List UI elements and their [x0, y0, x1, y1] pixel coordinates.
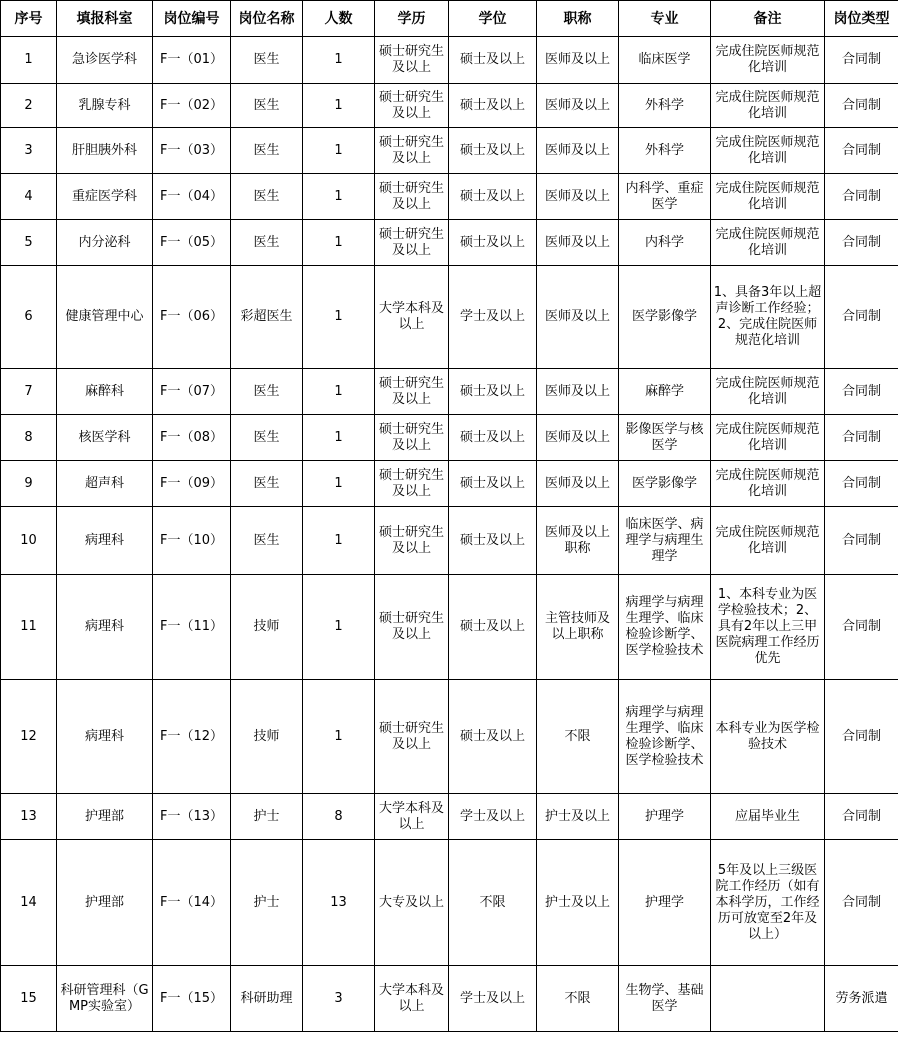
column-header-degree: 学位 [449, 1, 537, 37]
cell-remarks: 完成住院医师规范化培训 [711, 84, 825, 128]
cell-post-code: F一（05） [153, 220, 231, 266]
column-header-major: 专业 [619, 1, 711, 37]
cell-post-name: 技师 [231, 575, 303, 680]
table-body [1, 37, 898, 1032]
cell-headcount: 1 [303, 84, 375, 128]
cell-title: 医师及以上职称 [537, 507, 619, 575]
cell-seq: 10 [1, 507, 57, 575]
cell-degree: 硕士及以上 [449, 507, 537, 575]
cell-post-type: 劳务派遣 [825, 966, 898, 1032]
cell-title: 医师及以上 [537, 415, 619, 461]
table-row [1, 680, 898, 794]
cell-degree: 不限 [449, 840, 537, 966]
cell-post-type: 合同制 [825, 37, 898, 84]
cell-remarks: 5年及以上三级医院工作经历（如有本科学历，工作经历可放宽至2年及以上） [711, 840, 825, 966]
cell-degree: 硕士及以上 [449, 680, 537, 794]
cell-education: 硕士研究生及以上 [375, 680, 449, 794]
cell-seq: 8 [1, 415, 57, 461]
cell-post-name: 医生 [231, 369, 303, 415]
table-row [1, 575, 898, 680]
cell-major: 医学影像学 [619, 266, 711, 369]
cell-remarks: 完成住院医师规范化培训 [711, 220, 825, 266]
cell-education: 硕士研究生及以上 [375, 174, 449, 220]
cell-department: 内分泌科 [57, 220, 153, 266]
cell-post-name: 科研助理 [231, 966, 303, 1032]
column-header-title: 职称 [537, 1, 619, 37]
cell-major: 影像医学与核医学 [619, 415, 711, 461]
cell-department: 超声科 [57, 461, 153, 507]
cell-seq: 1 [1, 37, 57, 84]
cell-headcount: 1 [303, 680, 375, 794]
cell-post-code: F一（02） [153, 84, 231, 128]
cell-seq: 7 [1, 369, 57, 415]
cell-post-name: 彩超医生 [231, 266, 303, 369]
cell-education: 硕士研究生及以上 [375, 128, 449, 174]
cell-title: 不限 [537, 680, 619, 794]
cell-headcount: 1 [303, 220, 375, 266]
cell-remarks: 完成住院医师规范化培训 [711, 37, 825, 84]
cell-degree: 硕士及以上 [449, 37, 537, 84]
cell-post-code: F一（01） [153, 37, 231, 84]
cell-post-name: 医生 [231, 128, 303, 174]
cell-post-name: 医生 [231, 37, 303, 84]
cell-post-code: F一（07） [153, 369, 231, 415]
cell-department: 病理科 [57, 507, 153, 575]
cell-education: 硕士研究生及以上 [375, 461, 449, 507]
cell-education: 硕士研究生及以上 [375, 37, 449, 84]
table-row [1, 266, 898, 369]
cell-post-type: 合同制 [825, 840, 898, 966]
cell-post-type: 合同制 [825, 680, 898, 794]
cell-education: 硕士研究生及以上 [375, 84, 449, 128]
cell-degree: 硕士及以上 [449, 128, 537, 174]
cell-post-type: 合同制 [825, 507, 898, 575]
cell-major: 护理学 [619, 840, 711, 966]
table-row [1, 461, 898, 507]
cell-headcount: 1 [303, 369, 375, 415]
column-header-post-type: 岗位类型 [825, 1, 898, 37]
cell-remarks: 完成住院医师规范化培训 [711, 174, 825, 220]
cell-post-type: 合同制 [825, 220, 898, 266]
cell-department: 重症医学科 [57, 174, 153, 220]
cell-education: 硕士研究生及以上 [375, 415, 449, 461]
cell-remarks [711, 966, 825, 1032]
cell-remarks: 完成住院医师规范化培训 [711, 369, 825, 415]
cell-major: 外科学 [619, 84, 711, 128]
cell-post-type: 合同制 [825, 575, 898, 680]
cell-education: 大学本科及以上 [375, 794, 449, 840]
cell-department: 肝胆胰外科 [57, 128, 153, 174]
table-row [1, 174, 898, 220]
cell-title: 医师及以上 [537, 266, 619, 369]
cell-education: 硕士研究生及以上 [375, 369, 449, 415]
cell-title: 医师及以上 [537, 220, 619, 266]
cell-education: 大学本科及以上 [375, 966, 449, 1032]
cell-post-type: 合同制 [825, 128, 898, 174]
cell-degree: 学士及以上 [449, 266, 537, 369]
cell-headcount: 1 [303, 575, 375, 680]
cell-degree: 硕士及以上 [449, 174, 537, 220]
cell-headcount: 1 [303, 174, 375, 220]
table-row [1, 794, 898, 840]
cell-education: 硕士研究生及以上 [375, 575, 449, 680]
cell-department: 健康管理中心 [57, 266, 153, 369]
cell-major: 临床医学 [619, 37, 711, 84]
cell-degree: 学士及以上 [449, 794, 537, 840]
cell-major: 病理学与病理生理学、临床检验诊断学、医学检验技术 [619, 680, 711, 794]
cell-degree: 学士及以上 [449, 966, 537, 1032]
cell-degree: 硕士及以上 [449, 461, 537, 507]
cell-post-type: 合同制 [825, 794, 898, 840]
cell-post-code: F一（12） [153, 680, 231, 794]
cell-remarks: 完成住院医师规范化培训 [711, 415, 825, 461]
cell-department: 麻醉科 [57, 369, 153, 415]
cell-remarks: 本科专业为医学检验技术 [711, 680, 825, 794]
cell-title: 医师及以上 [537, 369, 619, 415]
table-row [1, 507, 898, 575]
table-row [1, 369, 898, 415]
cell-department: 核医学科 [57, 415, 153, 461]
cell-post-name: 医生 [231, 220, 303, 266]
cell-seq: 5 [1, 220, 57, 266]
cell-seq: 14 [1, 840, 57, 966]
cell-headcount: 1 [303, 128, 375, 174]
cell-department: 急诊医学科 [57, 37, 153, 84]
cell-department: 科研管理科（GMP实验室） [57, 966, 153, 1032]
cell-post-code: F一（10） [153, 507, 231, 575]
cell-seq: 11 [1, 575, 57, 680]
cell-title: 医师及以上 [537, 37, 619, 84]
cell-headcount: 1 [303, 37, 375, 84]
cell-post-type: 合同制 [825, 266, 898, 369]
cell-title: 医师及以上 [537, 461, 619, 507]
cell-post-name: 医生 [231, 415, 303, 461]
column-header-seq: 序号 [1, 1, 57, 37]
cell-headcount: 8 [303, 794, 375, 840]
cell-post-type: 合同制 [825, 369, 898, 415]
cell-major: 生物学、基础医学 [619, 966, 711, 1032]
cell-degree: 硕士及以上 [449, 369, 537, 415]
cell-major: 临床医学、病理学与病理生理学 [619, 507, 711, 575]
table-row [1, 37, 898, 84]
cell-department: 乳腺专科 [57, 84, 153, 128]
table-row [1, 220, 898, 266]
cell-seq: 13 [1, 794, 57, 840]
column-header-post-name: 岗位名称 [231, 1, 303, 37]
cell-post-type: 合同制 [825, 84, 898, 128]
cell-degree: 硕士及以上 [449, 575, 537, 680]
cell-post-code: F一（04） [153, 174, 231, 220]
cell-seq: 2 [1, 84, 57, 128]
cell-department: 护理部 [57, 794, 153, 840]
cell-post-name: 护士 [231, 794, 303, 840]
cell-title: 医师及以上 [537, 128, 619, 174]
cell-post-code: F一（11） [153, 575, 231, 680]
cell-department: 护理部 [57, 840, 153, 966]
cell-remarks: 应届毕业生 [711, 794, 825, 840]
cell-post-code: F一（13） [153, 794, 231, 840]
cell-seq: 9 [1, 461, 57, 507]
table-row [1, 128, 898, 174]
cell-seq: 12 [1, 680, 57, 794]
column-header-headcount: 人数 [303, 1, 375, 37]
cell-degree: 硕士及以上 [449, 220, 537, 266]
cell-major: 麻醉学 [619, 369, 711, 415]
cell-post-code: F一（15） [153, 966, 231, 1032]
cell-major: 内科学、重症医学 [619, 174, 711, 220]
cell-post-type: 合同制 [825, 461, 898, 507]
cell-post-name: 医生 [231, 507, 303, 575]
cell-post-code: F一（06） [153, 266, 231, 369]
cell-education: 大学本科及以上 [375, 266, 449, 369]
cell-headcount: 1 [303, 415, 375, 461]
cell-headcount: 1 [303, 266, 375, 369]
cell-post-code: F一（14） [153, 840, 231, 966]
cell-department: 病理科 [57, 680, 153, 794]
cell-post-name: 医生 [231, 461, 303, 507]
column-header-education: 学历 [375, 1, 449, 37]
cell-post-name: 护士 [231, 840, 303, 966]
cell-post-type: 合同制 [825, 415, 898, 461]
table-row [1, 840, 898, 966]
cell-department: 病理科 [57, 575, 153, 680]
cell-remarks: 完成住院医师规范化培训 [711, 461, 825, 507]
cell-major: 病理学与病理生理学、临床检验诊断学、医学检验技术 [619, 575, 711, 680]
cell-remarks: 完成住院医师规范化培训 [711, 128, 825, 174]
cell-major: 护理学 [619, 794, 711, 840]
cell-post-code: F一（03） [153, 128, 231, 174]
cell-title: 医师及以上 [537, 174, 619, 220]
table-row [1, 415, 898, 461]
cell-title: 主管技师及以上职称 [537, 575, 619, 680]
cell-degree: 硕士及以上 [449, 84, 537, 128]
cell-post-name: 技师 [231, 680, 303, 794]
cell-post-code: F一（09） [153, 461, 231, 507]
cell-headcount: 1 [303, 461, 375, 507]
cell-degree: 硕士及以上 [449, 415, 537, 461]
cell-seq: 15 [1, 966, 57, 1032]
cell-education: 硕士研究生及以上 [375, 220, 449, 266]
cell-headcount: 13 [303, 840, 375, 966]
cell-seq: 3 [1, 128, 57, 174]
cell-post-code: F一（08） [153, 415, 231, 461]
cell-title: 护士及以上 [537, 840, 619, 966]
cell-title: 医师及以上 [537, 84, 619, 128]
cell-remarks: 完成住院医师规范化培训 [711, 507, 825, 575]
table-row [1, 966, 898, 1032]
column-header-remarks: 备注 [711, 1, 825, 37]
cell-post-type: 合同制 [825, 174, 898, 220]
cell-education: 硕士研究生及以上 [375, 507, 449, 575]
cell-major: 外科学 [619, 128, 711, 174]
cell-remarks: 1、本科专业为医学检验技术；2、具有2年以上三甲医院病理工作经历优先 [711, 575, 825, 680]
cell-post-name: 医生 [231, 174, 303, 220]
table-row [1, 84, 898, 128]
cell-remarks: 1、具备3年以上超声诊断工作经验；2、完成住院医师规范化培训 [711, 266, 825, 369]
header-row [1, 1, 898, 37]
cell-headcount: 1 [303, 507, 375, 575]
column-header-post-code: 岗位编号 [153, 1, 231, 37]
cell-major: 医学影像学 [619, 461, 711, 507]
cell-title: 护士及以上 [537, 794, 619, 840]
cell-education: 大专及以上 [375, 840, 449, 966]
cell-post-name: 医生 [231, 84, 303, 128]
cell-seq: 6 [1, 266, 57, 369]
cell-headcount: 3 [303, 966, 375, 1032]
cell-seq: 4 [1, 174, 57, 220]
column-header-department: 填报科室 [57, 1, 153, 37]
cell-title: 不限 [537, 966, 619, 1032]
cell-major: 内科学 [619, 220, 711, 266]
